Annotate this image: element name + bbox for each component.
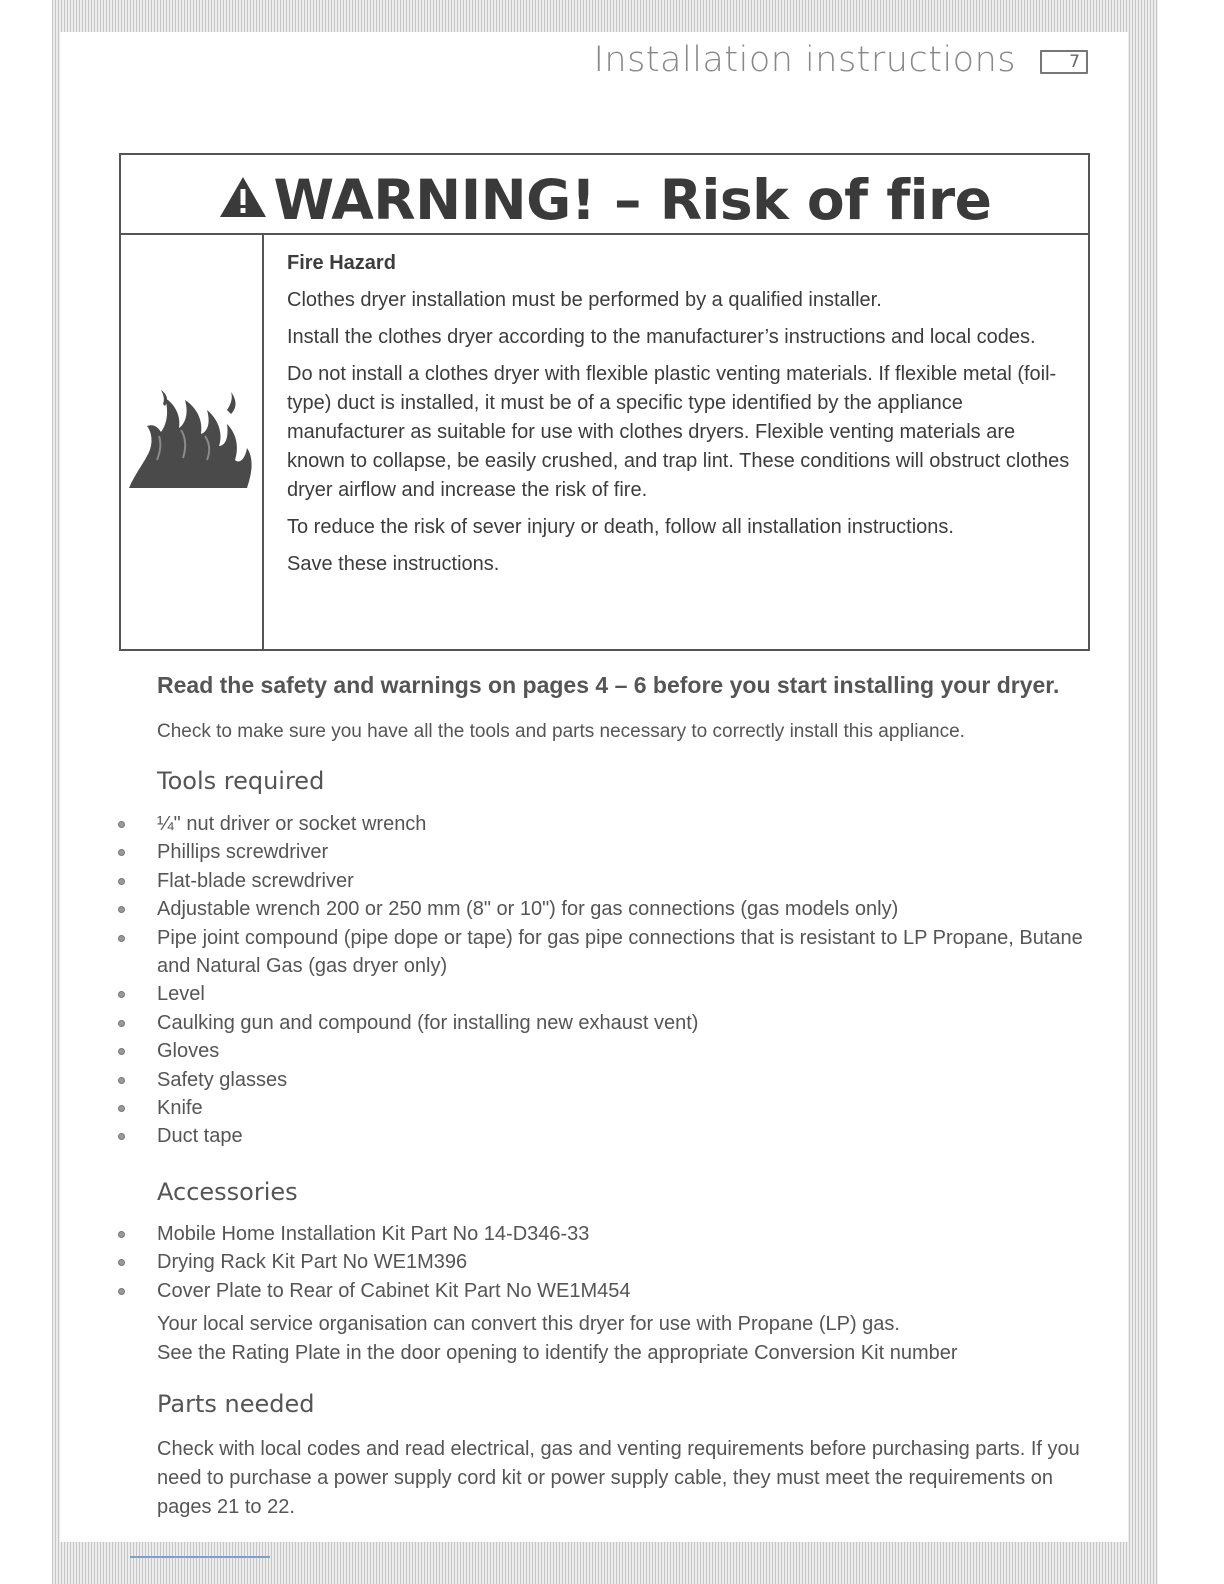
list-item: Level <box>112 980 1102 1008</box>
parts-heading: Parts needed <box>157 1390 315 1418</box>
safety-reminder: Read the safety and warnings on pages 4 – 6 before you start installing your dryer. <box>157 672 1060 698</box>
bullet-icon <box>118 991 125 998</box>
bullet-icon <box>118 1020 125 1027</box>
accessories-heading: Accessories <box>157 1178 298 1206</box>
accessories-note: Your local service organisation can convert this dryer for use with Propane (LP) gas. <box>157 1313 900 1335</box>
flame-icon <box>127 390 257 494</box>
warning-triangle-icon <box>218 155 268 245</box>
tools-heading: Tools required <box>157 767 325 795</box>
bullet-icon <box>118 1231 125 1238</box>
warning-icon-column <box>121 235 264 649</box>
bullet-icon <box>118 1105 125 1112</box>
footer-line <box>130 1556 270 1558</box>
bullet-icon <box>118 1259 125 1266</box>
accessories-list <box>112 1220 1102 1305</box>
warning-paragraph: Clothes dryer installation must be performed by a qualified installer. <box>287 289 882 311</box>
warning-title-row <box>121 155 1088 235</box>
page-number: 7 <box>1040 50 1088 74</box>
list-item: Pipe joint compound (pipe dope or tape) for gas pipe connections that is resistant to LP Propane, Butane and Natural Gas (gas dryer only) <box>112 924 1102 981</box>
bullet-icon <box>118 878 125 885</box>
list-item: Phillips screwdriver <box>112 838 1102 866</box>
list-item: Cover Plate to Rear of Cabinet Kit Part No WE1M454 <box>112 1277 1102 1305</box>
list-item: Duct tape <box>112 1122 1102 1150</box>
warning-heading: Fire Hazard <box>287 252 396 274</box>
accessories-note: See the Rating Plate in the door opening to identify the appropriate Conversion Kit number <box>157 1342 958 1364</box>
parts-text: Check with local codes and read electrical, gas and venting requirements before purchasing parts. If you need to purchase a power supply cord kit or power supply cable, they must meet the requirements on pages 21 to 22. <box>157 1438 1080 1518</box>
warning-paragraph: Install the clothes dryer according to the manufacturer’s instructions and local codes. <box>287 326 1036 348</box>
list-item: Safety glasses <box>112 1066 1102 1094</box>
bullet-icon <box>118 935 125 942</box>
bullet-icon <box>118 1077 125 1084</box>
warning-paragraph: To reduce the risk of sever injury or death, follow all installation instructions. <box>287 516 954 538</box>
warning-paragraph: Save these instructions. <box>287 553 500 575</box>
bullet-icon <box>118 1133 125 1140</box>
intro-text: Check to make sure you have all the tools and parts necessary to correctly install this appliance. <box>157 721 965 742</box>
list-item: ¼" nut driver or socket wrench <box>112 810 1102 838</box>
list-item: Adjustable wrench 200 or 250 mm (8" or 10") for gas connections (gas models only) <box>112 895 1102 923</box>
bullet-icon <box>118 906 125 913</box>
list-item: Gloves <box>112 1037 1102 1065</box>
list-item: Knife <box>112 1094 1102 1122</box>
list-item: Caulking gun and compound (for installing new exhaust vent) <box>112 1009 1102 1037</box>
bullet-icon <box>118 1048 125 1055</box>
list-item: Drying Rack Kit Part No WE1M396 <box>112 1248 1102 1276</box>
bullet-icon <box>118 849 125 856</box>
page-header-title: Installation instructions <box>593 40 1016 80</box>
bullet-icon <box>118 821 125 828</box>
warning-body <box>287 249 1077 579</box>
warning-title: WARNING! – Risk of fire <box>273 168 992 232</box>
tools-list <box>112 810 1102 1151</box>
list-item: Flat-blade screwdriver <box>112 867 1102 895</box>
list-item: Mobile Home Installation Kit Part No 14-D346-33 <box>112 1220 1102 1248</box>
bullet-icon <box>118 1288 125 1295</box>
warning-paragraph: Do not install a clothes dryer with flexible plastic venting materials. If flexible metal (foil-type) duct is installed, it must be of a specific type identified by the appliance manufacturer as suitable for use with clothes dryers. Flexible venting materials are known to collapse, be easily crushed, and trap lint. These conditions will obstruct clothes dryer airflow and increase the risk of fire. <box>287 363 1070 501</box>
warning-box <box>119 153 1090 651</box>
